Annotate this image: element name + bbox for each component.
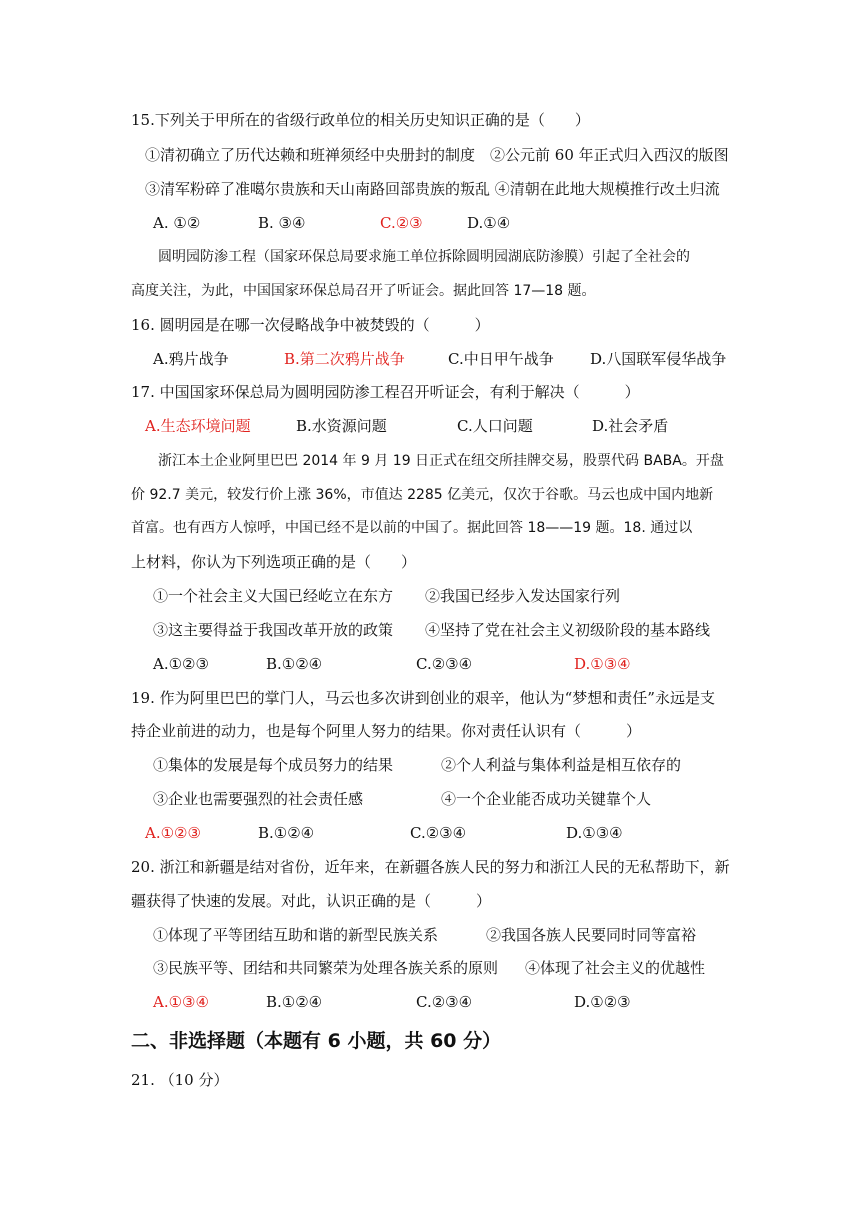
q20-statement-4: ④体现了社会主义的优越性 [525, 959, 706, 977]
passage2-line-4: 上材料，你认为下列选项正确的是（ ） [131, 553, 417, 571]
q19-stem-line-2: 持企业前进的动力，也是每个阿里人努力的结果。你对责任认识有（ ） [131, 722, 642, 740]
q17-stem: 17. 中国国家环保总局为圆明园防渗工程召开听证会，有利于解决（ ） [131, 383, 640, 401]
q20-option-c: C.②③④ [416, 993, 473, 1011]
q20-stem-line-2: 疆获得了快速的发展。对此，认识正确的是（ ） [131, 892, 492, 910]
q17-option-d: D.社会矛盾 [592, 417, 669, 435]
q17-option-c: C.人口问题 [457, 417, 533, 435]
q16-option-a: A.鸦片战争 [153, 350, 229, 368]
passage2-line-1: 浙江本土企业阿里巴巴 2014 年 9 月 19 日正式在纽交所挂牌交易，股票代码 BABA。开盘 [158, 453, 724, 469]
q19-statement-1: ①集体的发展是每个成员努力的结果 [153, 756, 394, 774]
q18-statement-2: ②我国已经步入发达国家行列 [425, 587, 621, 605]
q19-statement-2: ②个人利益与集体利益是相互依存的 [441, 756, 682, 774]
q19-statement-4: ④一个企业能否成功关键靠个人 [441, 790, 652, 808]
q19-option-d: D.①③④ [566, 824, 623, 842]
q18-option-d-answer: D.①③④ [574, 655, 631, 673]
q20-statement-3: ③民族平等、团结和共同繁荣为处理各族关系的原则 [153, 959, 499, 977]
q17-option-b: B.水资源问题 [296, 417, 387, 435]
q18-statement-1: ①一个社会主义大国已经屹立在东方 [153, 587, 394, 605]
q15-stem: 15.下列关于甲所在的省级行政单位的相关历史知识正确的是（ ） [131, 111, 590, 129]
q15-option-a: A. ①② [153, 214, 201, 232]
q19-stem-line-1: 19. 作为阿里巴巴的掌门人，马云也多次讲到创业的艰辛，他认为“梦想和责任”永远是支 [131, 689, 715, 707]
q19-option-b: B.①②④ [258, 824, 315, 842]
q19-option-c: C.②③④ [410, 824, 467, 842]
q18-statement-3: ③这主要得益于我国改革开放的政策 [153, 621, 394, 639]
q16-stem: 16. 圆明园是在哪一次侵略战争中被焚毁的（ ） [131, 316, 490, 334]
q20-statement-1: ①体现了平等团结互助和谐的新型民族关系 [153, 926, 439, 944]
q16-option-d: D.八国联军侵华战争 [590, 350, 727, 368]
passage2-line-3: 首富。也有西方人惊呼，中国已经不是以前的中国了。据此回答 18——19 题。18. 通过以 [131, 520, 693, 536]
q20-stem-line-1: 20. 浙江和新疆是结对省份，近年来，在新疆各族人民的努力和浙江人民的无私帮助下，新 [131, 858, 730, 876]
q20-option-b: B.①②④ [266, 993, 323, 1011]
passage1-line-1: 圆明园防渗工程（国家环保总局要求施工单位拆除圆明园湖底防渗膜）引起了全社会的 [158, 249, 690, 265]
q16-option-c: C.中日甲午战争 [448, 350, 554, 368]
q15-option-c-answer: C.②③ [380, 214, 423, 232]
q15-statement-line-1: ①清初确立了历代达赖和班禅须经中央册封的制度 ②公元前 60 年正式归入西汉的版图 [145, 146, 729, 164]
section-2-heading: 二、非选择题（本题有 6 小题，共 60 分） [131, 1030, 502, 1052]
q19-option-a-answer: A.①②③ [145, 824, 201, 842]
q15-option-b: B. ③④ [258, 214, 306, 232]
q18-option-b: B.①②④ [266, 655, 323, 673]
q20-option-d: D.①②③ [574, 993, 631, 1011]
q15-statement-line-2: ③清军粉碎了准噶尔贵族和天山南路回部贵族的叛乱 ④清朝在此地大规模推行改土归流 [145, 180, 720, 198]
q20-option-a-answer: A.①③④ [153, 993, 209, 1011]
q19-statement-3: ③企业也需要强烈的社会责任感 [153, 790, 364, 808]
q21-label: 21. （10 分） [131, 1071, 229, 1089]
passage1-line-2: 高度关注，为此，中国国家环保总局召开了听证会。据此回答 17—18 题。 [131, 283, 596, 299]
q18-option-a: A.①②③ [153, 655, 209, 673]
passage2-line-2: 价 92.7 美元，较发行价上涨 36%，市值达 2285 亿美元，仅次于谷歌。马云也成中国内地新 [131, 487, 714, 503]
q16-option-b-answer: B.第二次鸦片战争 [284, 350, 405, 368]
q17-option-a-answer: A.生态环境问题 [145, 417, 251, 435]
q20-statement-2: ②我国各族人民要同时同等富裕 [486, 926, 697, 944]
q18-option-c: C.②③④ [416, 655, 473, 673]
q18-statement-4: ④坚持了党在社会主义初级阶段的基本路线 [425, 621, 711, 639]
q15-option-d: D.①④ [467, 214, 511, 232]
